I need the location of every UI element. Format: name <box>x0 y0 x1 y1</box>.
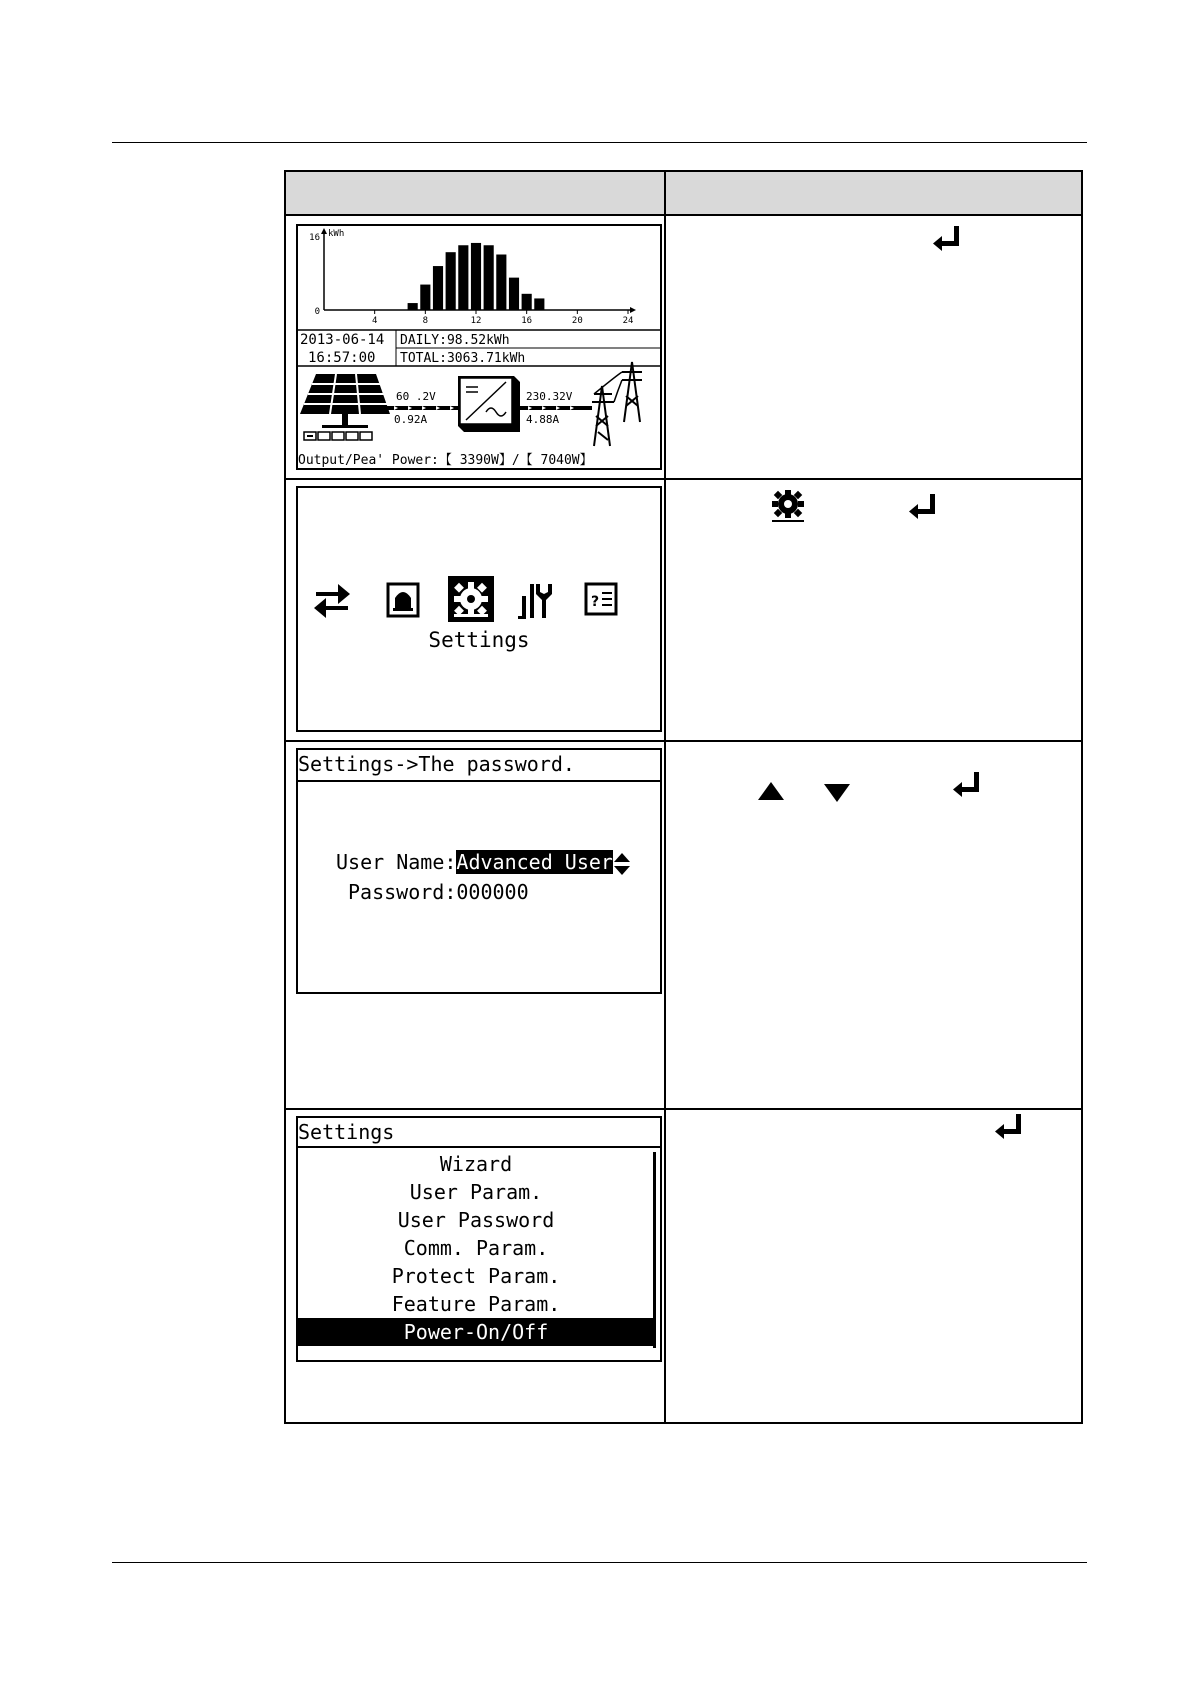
x-tick-label: 24 <box>622 316 634 326</box>
lcd-home-screen <box>296 224 662 470</box>
inverter-icon <box>458 376 520 432</box>
yield-bar <box>458 245 468 310</box>
yield-bar <box>408 303 418 310</box>
yield-bar <box>484 245 494 310</box>
exchange-icon <box>314 584 350 618</box>
settings-menu-item[interactable]: Protect Param. <box>391 1264 561 1288</box>
procedure-table <box>284 170 1083 1424</box>
yield-bar <box>534 298 544 310</box>
lcd-password-screen <box>296 748 662 994</box>
x-tick-label: 20 <box>571 316 583 326</box>
user-name-value[interactable]: Advanced User <box>456 850 613 874</box>
header-rule <box>112 142 1087 143</box>
grid-current-text: 4.88A <box>526 413 560 426</box>
yield-bar <box>433 266 443 310</box>
settings-menu-item[interactable]: Wizard <box>439 1152 513 1176</box>
yield-bar <box>509 278 519 310</box>
menu-selected-label: Settings <box>428 628 530 652</box>
down-key-icon <box>822 782 852 804</box>
svg-text:?: ? <box>591 594 600 610</box>
column-divider <box>664 172 666 1422</box>
alarm-icon <box>388 584 418 616</box>
row-divider-3 <box>286 1108 1081 1110</box>
lcd-main-menu-screen <box>296 486 662 732</box>
settings-gear-icon <box>448 576 494 622</box>
power-summary-text: Output/Pea' Power:【 3390W】/【 7040W】 <box>298 453 593 468</box>
row-divider-2 <box>286 740 1081 742</box>
lcd-settings-menu-screen <box>296 1116 662 1362</box>
grid-voltage-text: 230.32V <box>526 390 573 403</box>
title-underline <box>298 780 660 782</box>
password-label: Password: <box>348 880 457 904</box>
settings-menu-item[interactable]: User Password <box>397 1208 555 1232</box>
table-header-row <box>286 172 1081 216</box>
settings-menu-item[interactable]: User Param. <box>409 1180 543 1204</box>
y-tick-label: 0 <box>314 307 320 317</box>
yield-bar <box>471 243 481 310</box>
password-row <box>348 878 529 906</box>
y-axis-unit: kWh <box>328 229 345 239</box>
footer-rule <box>112 1562 1087 1563</box>
grid-tower-icon <box>592 362 642 446</box>
menu-scrollbar[interactable] <box>653 1152 656 1348</box>
settings-menu-item[interactable]: Power-On/Off <box>298 1318 654 1346</box>
enter-key-icon <box>932 224 962 252</box>
user-name-row <box>336 848 631 876</box>
enter-key-icon <box>994 1112 1024 1140</box>
pv-panel-icon <box>300 374 390 428</box>
row-divider-1 <box>286 478 1081 480</box>
password-value[interactable]: 000000 <box>456 880 529 904</box>
x-tick-label: 16 <box>521 316 533 326</box>
yield-bar <box>420 285 430 310</box>
settings-gear-icon <box>770 488 806 524</box>
enter-key-icon <box>908 492 938 520</box>
settings-menu-item[interactable]: Comm. Param. <box>403 1236 549 1260</box>
settings-menu-item[interactable]: Feature Param. <box>391 1292 561 1316</box>
settings-screen-title: Settings <box>298 1120 395 1144</box>
enter-key-icon <box>952 770 982 798</box>
x-tick-label: 4 <box>371 316 378 326</box>
x-axis-arrow <box>630 307 636 313</box>
password-screen-title: Settings->The password. <box>298 752 575 776</box>
energy-overview-graphic <box>298 226 660 468</box>
title-underline <box>298 1146 660 1148</box>
total-yield-text: TOTAL:3063.71kWh <box>400 351 526 366</box>
help-list-icon <box>586 584 616 614</box>
tools-icon <box>518 584 552 619</box>
up-key-icon <box>756 780 786 802</box>
x-tick-label: 12 <box>470 316 482 326</box>
yield-bar <box>446 252 456 310</box>
up-down-arrow-icon[interactable] <box>613 852 631 876</box>
signal-strength-icon <box>304 432 372 440</box>
settings-menu-list <box>298 1150 654 1346</box>
daily-yield-text: DAILY:98.52kWh <box>400 333 510 348</box>
daily-yield-bar-chart <box>309 228 636 326</box>
pv-current-text: 0.92A <box>394 413 428 426</box>
main-menu-icons <box>298 488 660 730</box>
user-name-label: User Name: <box>336 850 457 874</box>
y-axis-arrow <box>321 228 327 234</box>
x-tick-label: 8 <box>422 316 429 326</box>
yield-bar <box>522 294 532 310</box>
pv-voltage-text: 60 .2V <box>396 390 436 403</box>
time-text: 16:57:00 <box>308 350 376 366</box>
yield-bar <box>496 255 506 311</box>
date-text: 2013-06-14 <box>300 332 385 348</box>
y-tick-label: 16 <box>309 233 320 243</box>
